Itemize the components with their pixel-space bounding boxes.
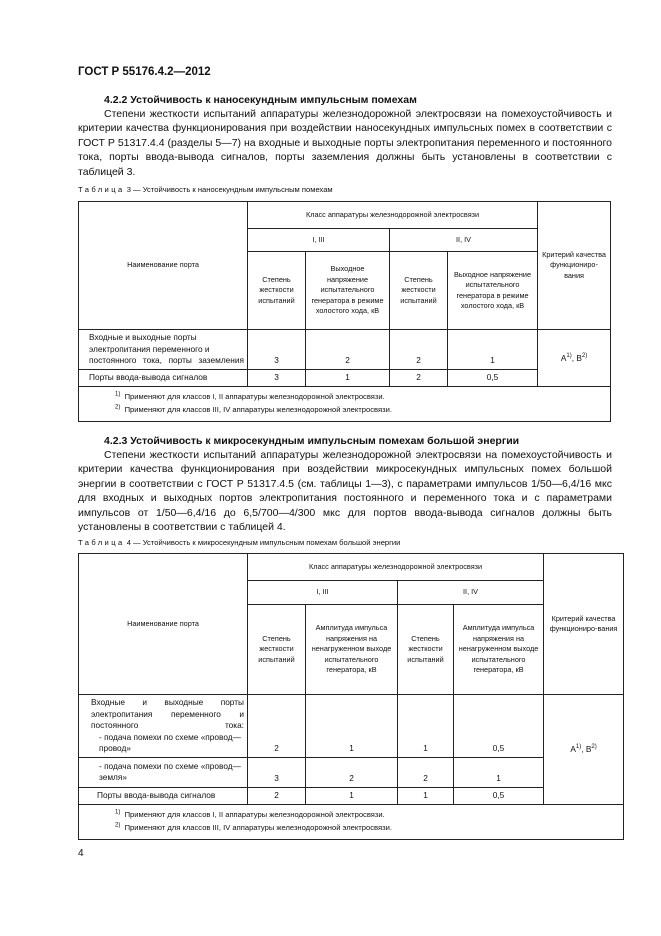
paragraph-text: Степени жесткости испытаний аппаратуры железнодорожной электросвязи на помехоустойчивость и критерии качества функционирования при воздействии наносекундных импульсных помех в соответствии с ГОСТ Р 51317.4.4 (разделы 5—7) на входные и выходные порты электропитания переменного и постоянного тока, порты ввода-вывода сигналов, порты заземления должны быть установлены в соответствии с таблицей 3. [78, 108, 612, 178]
header-criterion: Критерий качества функциониро-вания [538, 202, 611, 330]
row-port-name: Порты ввода-вывода сигналов [79, 369, 248, 386]
cell-severity-2: 1 [398, 695, 454, 758]
cell-amplitude-2: 0,5 [454, 787, 544, 804]
row-subitem-name: - подача помехи по схеме «провод—провод» [99, 731, 241, 753]
header-severity-1: Степень жесткости испытаний [248, 605, 306, 695]
row-port-name [79, 695, 248, 758]
header-amplitude-1: Амплитуда импульса напряжения на ненагруженном выходе испытательного генератора, кВ [306, 605, 398, 695]
cell-severity-1: 3 [248, 757, 306, 787]
header-group-2-4: II, IV [398, 581, 544, 605]
criterion-a-footnote-mark: 1) [566, 352, 572, 359]
header-severity-2: Степень жесткости испытаний [390, 252, 448, 330]
cell-severity-1: 3 [248, 369, 306, 386]
header-group-2-4: II, IV [390, 229, 538, 252]
section-paragraph-4-2-3 [78, 448, 612, 534]
header-severity-1: Степень жесткости испытаний [248, 252, 306, 330]
footnote-text: Применяют для классов III, IV аппаратуры железнодорожной электросвязи. [124, 404, 392, 414]
cell-criterion: $А^{1)}$, $В^{2)}$ [538, 330, 611, 387]
criterion-b: В [576, 352, 582, 363]
criterion-a-footnote-mark: 1) [575, 744, 582, 751]
cell-criterion: $А^{1)}$, $В^{2)}$ [544, 695, 624, 805]
cell-amplitude-1: 1 [306, 787, 398, 804]
row-port-name: Порты ввода-вывода сигналов [79, 787, 248, 804]
cell-voltage-2: 0,5 [448, 369, 538, 386]
header-voltage-1: Выходное напряжение испытательного генератора в режиме холостого хода, кВ [306, 252, 390, 330]
criterion-b-footnote-mark: 2) [591, 744, 597, 751]
cell-severity-2: 2 [390, 369, 448, 386]
table-row [79, 330, 611, 370]
cell-voltage-1: 1 [306, 369, 390, 386]
header-port-name: Наименование порта [79, 202, 248, 330]
table-footnotes [79, 386, 611, 421]
footnotes-cell [79, 804, 624, 839]
header-severity-2: Степень жесткости испытаний [398, 605, 454, 695]
table-4 [78, 553, 624, 840]
footnote-mark: 2) [115, 821, 121, 828]
header-criterion: Критерий качества функциониро-вания [544, 554, 624, 695]
header-port-name: Наименование порта [79, 554, 248, 695]
header-group-1-3: I, III [248, 581, 398, 605]
footnotes-cell [79, 386, 611, 421]
header-amplitude-2: Амплитуда импульса напряжения на ненагруженном выходе испытательного генератора, кВ [454, 605, 544, 695]
row-subitem-name: - подача помехи по схеме «провод—земля» [79, 757, 248, 787]
criterion-a: А [570, 744, 576, 754]
header-voltage-2: Выходное напряжение испытательного генератора в режиме холостого хода, кВ [448, 252, 538, 330]
table-row [79, 757, 624, 787]
table-3 [78, 201, 611, 422]
cell-severity-2: 2 [398, 757, 454, 787]
cell-voltage-2: 1 [448, 330, 538, 370]
header-class: Класс аппаратуры железнодорожной электросвязи [248, 202, 538, 229]
cell-amplitude-2: 0,5 [454, 695, 544, 758]
caption-label: Таблица [78, 538, 125, 547]
cell-severity-1: 2 [248, 695, 306, 758]
cell-amplitude-1: 2 [306, 757, 398, 787]
cell-severity-2: 1 [398, 787, 454, 804]
footnote-2 [115, 403, 607, 416]
cell-severity-1: 2 [248, 787, 306, 804]
table-row [79, 787, 624, 804]
footnote-text: Применяют для классов III, IV аппаратуры железнодорожной электросвязи. [124, 822, 392, 832]
criterion-a: А [560, 352, 567, 363]
document-id: ГОСТ Р 55176.4.2—2012 [78, 66, 211, 78]
criterion-b: В [585, 744, 592, 754]
table-footnotes [79, 804, 624, 839]
section-heading-4-2-2: 4.2.2 Устойчивость к наносекундным импульсным помехам [104, 94, 417, 106]
table-row [79, 369, 611, 386]
section-paragraph-4-2-2 [78, 107, 612, 179]
footnote-1 [115, 390, 607, 403]
table4-caption [78, 538, 400, 547]
cell-severity-2: 2 [390, 330, 448, 370]
row-port-name: Входные и выходные порты электропитания переменного и постоянного тока, порты заземления [79, 330, 248, 370]
caption-label: Таблица [78, 185, 125, 194]
section-heading-4-2-3: 4.2.3 Устойчивость к микросекундным импульсным помехам большой энергии [104, 435, 520, 447]
caption-text: 4 — Устойчивость к микросекундным импульсным помехам большой энергии [126, 538, 401, 547]
header-group-1-3: I, III [248, 229, 390, 252]
criterion-b-footnote-mark: 2) [581, 352, 588, 359]
row-group-name: Входные и выходные порты электропитания переменного и постоянного тока: [91, 697, 244, 730]
paragraph-text: Степени жесткости испытаний аппаратуры железнодорожной электросвязи на помехоустойчивость и критерии качества функционирования при воздействии микросекундных импульсных помех большой энергии в соответствии с ГОСТ Р 51317.4.5 (см. таблицы 1—3), с параметрами импульсов 1/50—6,4/16 мкс для входных и выходных портов электропитания постоянного и переменного тока и с параметрами импульсов от 1/50—6,4/16 до 6,5/700—4/300 мкс для портов ввода-вывода сигналов должны быть установлены в соответствии с таблицей 4. [78, 449, 612, 534]
cell-amplitude-1: 1 [306, 695, 398, 758]
footnote-mark: 2) [115, 403, 121, 410]
table3-caption [78, 185, 333, 194]
footnote-mark: 1) [115, 390, 121, 397]
cell-amplitude-2: 1 [454, 757, 544, 787]
footnote-mark: 1) [115, 808, 121, 815]
footnote-2 [115, 821, 620, 834]
table-row [79, 695, 624, 758]
footnote-1 [115, 808, 620, 821]
footnote-text: Применяют для классов I, II аппаратуры железнодорожной электросвязи. [124, 391, 385, 401]
header-class: Класс аппаратуры железнодорожной электросвязи [248, 554, 544, 581]
cell-voltage-1: 2 [306, 330, 390, 370]
caption-text: 3 — Устойчивость к наносекундным импульсным помехам [126, 185, 333, 194]
footnote-text: Применяют для классов I, II аппаратуры железнодорожной электросвязи. [124, 809, 385, 819]
cell-severity-1: 3 [248, 330, 306, 370]
page-number: 4 [78, 848, 84, 859]
